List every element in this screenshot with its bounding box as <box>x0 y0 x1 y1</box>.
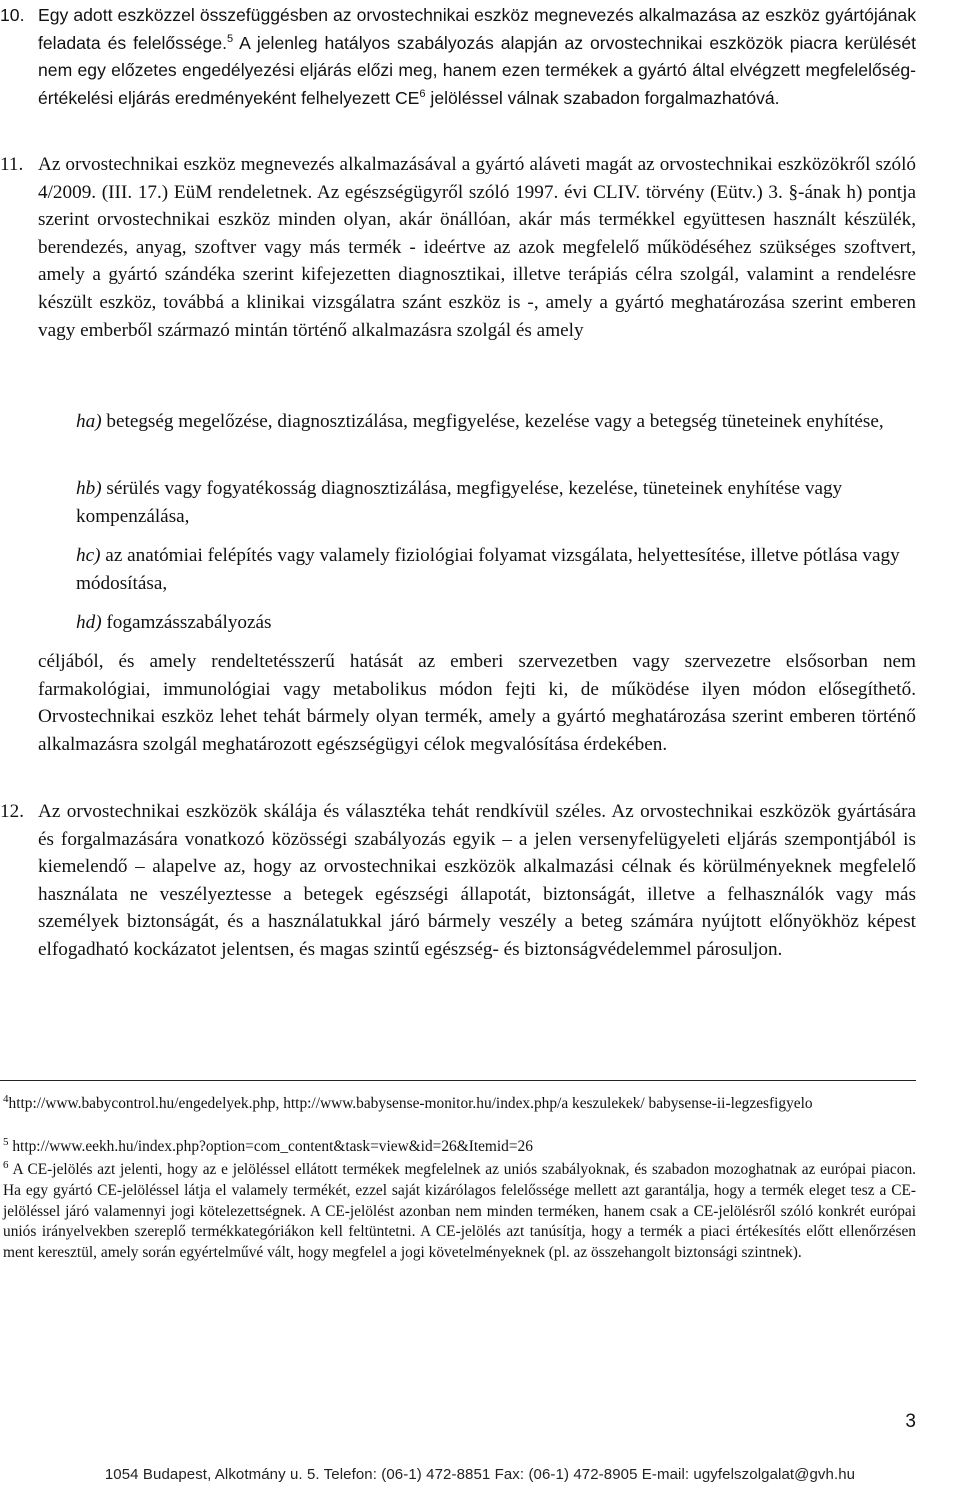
footnote-number: 4 <box>3 1092 9 1105</box>
page-footer: 1054 Budapest, Alkotmány u. 5. Telefon: (06-1) 472-8851 Fax: (06-1) 472-8905 E-mail: ugyfelszolgalat@gvh.hu <box>104 1466 856 1483</box>
footnote-ref-5[interactable]: 5 <box>227 32 234 45</box>
list-item-ha <box>76 408 916 436</box>
list-label: ha) <box>76 411 102 432</box>
paragraph-text: Az orvostechnikai eszköz megnevezés alkalmazásával a gyártó aláveti magát az orvostechnikai eszközökről szóló 4/2009. (III. 17.) EüM rendeletnek. Az egészségügyről szóló 1997. évi CLIV. törvény (Eütv.) 3. §-ának h) pontja szerint orvostechnikai eszköz minden olyan, akár önállóan, akár más termékkel együttesen használt készülék, berendezés, anyag, szoftver vagy más termék - ideértve az azok megfelelő működéséhez szükséges szoftvert, amely a gyártó szándéka szerint kifejezetten diagnosztikai, illetve terápiás célra szolgál, valamint a rendelésre készült eszköz, továbbá a klinikai vizsgálatra szánt eszköz is -, amely a gyártó meghatározása szerint emberen vagy emberből származó mintán történő alkalmazásra szolgál és amely <box>38 154 916 341</box>
paragraph-number: 12. <box>0 801 24 822</box>
footnote-number: 6 <box>3 1158 9 1171</box>
paragraph-text: Egy adott eszközzel összefüggésben az orvostechnikai eszköz megnevezés alkalmazása az eszköz gyártójának feladata és felelőssége. <box>38 5 916 53</box>
paragraph-10 <box>0 2 916 112</box>
paragraph-number: 10. <box>0 5 25 25</box>
list-item-hb <box>76 475 916 530</box>
footnote-separator <box>0 1080 916 1081</box>
list-label: hb) <box>76 478 102 499</box>
paragraph-11-closing <box>38 648 916 758</box>
footnote-5 <box>3 1137 916 1158</box>
list-label: hc) <box>76 545 101 566</box>
footnote-number: 5 <box>3 1135 9 1148</box>
list-label: hd) <box>76 612 102 633</box>
footnote-ref-6[interactable]: 6 <box>419 87 426 100</box>
list-item-hd <box>76 609 916 637</box>
paragraph-text: A jelenleg hatályos szabályozás alapján az orvostechnikai eszközök piacra kerülését nem egy előzetes engedélyezési eljárás előzi meg, hanem ezen termékek a gyártó által elvégzett megfelelőség-értékelési eljárás eredményeként felhelyezett CE <box>38 32 916 108</box>
list-text: sérülés vagy fogyatékosság diagnosztizálása, megfigyelése, kezelése, tüneteinek enyhítése vagy kompenzálása, <box>76 478 843 527</box>
paragraph-text: Az orvostechnikai eszközök skálája és választéka tehát rendkívül széles. Az orvostechnikai eszközök gyártására és forgalmazására vonatkozó közösségi szabályozás egyik – a jelen versenyfelügyeleti eljárás szempontjából is kiemelendő – alapelve az, hogy az orvostechnikai eszközök alkalmazási célnak és körülményeknek megfelelő használata ne veszélyeztesse a betegek egészségi állapotát, biztonságát, illetve a felhasználók vagy más személyek biztonságát, és a használatukkal járó bármely veszély a beteg számára nyújtott előnyökhöz képest elfogadható kockázatot jelentsen, és magas szintű egészség- és biztonságvédelemmel párosuljon. <box>38 801 916 960</box>
list-item-hc <box>76 542 916 597</box>
page-number: 3 <box>905 1411 916 1432</box>
footnote-4 <box>3 1094 916 1115</box>
paragraph-text: céljából, és amely rendeltetésszerű hatását az emberi szervezetben vagy szervezetre elsősorban nem farmakológiai, immunológiai vagy metabolikus módon fejti ki, de működése ilyen módon elősegíthető. Orvostechnikai eszköz lehet tehát bármely olyan termék, amely a gyártó meghatározása szerint emberen történő alkalmazásra szolgál meghatározott egészségügyi célok megvalósítása érdekében. <box>38 651 916 755</box>
list-text: betegség megelőzése, diagnosztizálása, megfigyelése, kezelése vagy a betegség tüneteinek enyhítése, <box>106 411 884 432</box>
list-text: az anatómiai felépítés vagy valamely fiziológiai folyamat vizsgálata, helyettesítése, illetve pótlása vagy módosítása, <box>76 545 900 594</box>
paragraph-11 <box>0 151 916 344</box>
footnote-text[interactable]: http://www.babycontrol.hu/engedelyek.php, http://www.babysense-monitor.hu/index.php/a keszulekek/ babysense-ii-legzesfigyelo <box>8 1095 813 1112</box>
paragraph-number: 11. <box>0 154 24 175</box>
list-text: fogamzásszabályozás <box>106 612 272 633</box>
footnote-6 <box>3 1160 916 1264</box>
paragraph-text: jelöléssel válnak szabadon forgalmazhatóvá. <box>430 87 780 108</box>
footnote-text: A CE-jelölés azt jelenti, hogy az e jelöléssel ellátott termékek megfelelnek az uniós szabályoknak, és szabadon mozoghatnak az európai piacon. Ha egy gyártó CE-jelöléssel látja el valamely termékét, ezzel saját kizárólagos felelőssége mellett azt garantálja, hogy a termék eleget tesz a CE-jelöléssel járó valamennyi jogi kötelezettségnek. A CE-jelölést azonban nem minden terméken, hanem csak a CE-jelölésről szóló konkrét európai uniós irányelvekben szereplő termékkategóriákon kell feltüntetni. A CE-jelölés azt tanúsítja, hogy a termék a piaci értékesítés előtt ellenőrzésen ment keresztül, amely során egyértelművé vált, hogy megfelel a jogi követelményeknek (pl. az összehangolt biztonsági szintnek). <box>3 1161 916 1262</box>
footnote-text[interactable]: http://www.eekh.hu/index.php?option=com_content&task=view&id=26&Itemid=26 <box>12 1138 533 1155</box>
paragraph-12 <box>0 798 916 964</box>
